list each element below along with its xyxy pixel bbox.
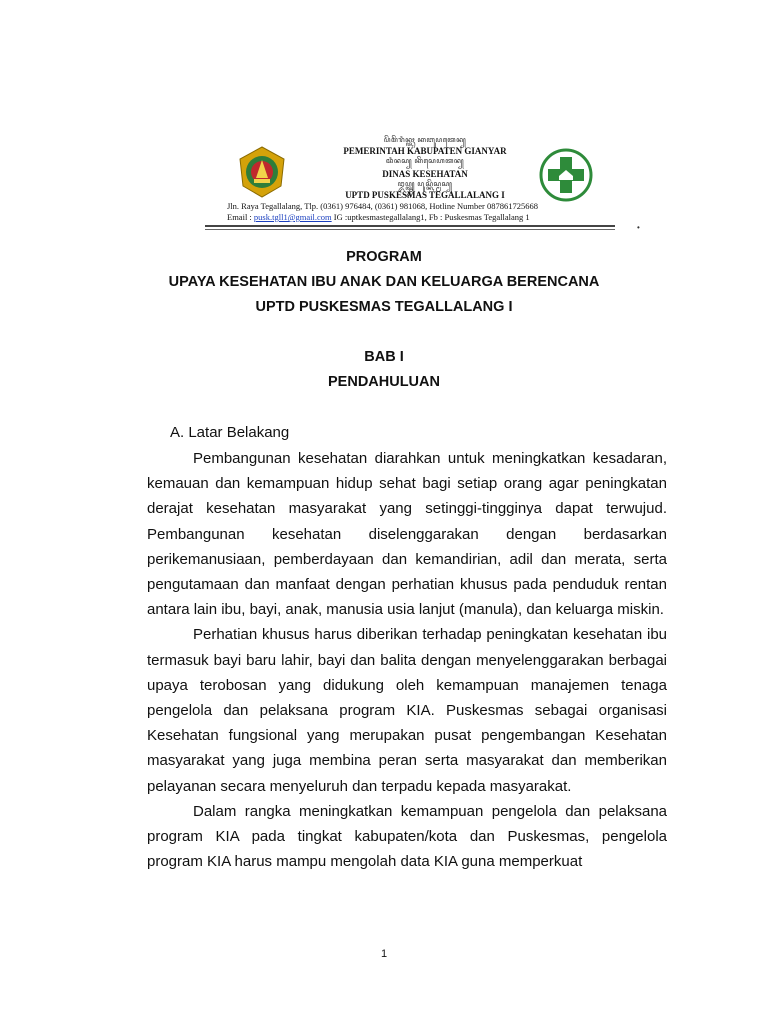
letterhead-email-line bbox=[227, 212, 538, 223]
balinese-script-line: ꦢꦶꦤꦱ꧀ ꦏꦼꦱꦺꦲꦠꦤ꧀ bbox=[385, 157, 465, 165]
balinese-script-line: ꦥꦼꦩꦼꦫꦶꦤ꧀ꦠꦃ ꦏꦧꦸꦥꦠꦺꦤ꧀ bbox=[383, 136, 467, 144]
page-number: 1 bbox=[380, 948, 388, 960]
letterhead-divider-thin bbox=[205, 229, 615, 230]
paragraph: Perhatian khusus harus diberikan terhadap peningkatan kesehatan ibu termasuk bayi baru lahir, bayi dan balita dengan menyelenggarakan berbagai upaya terobosan yang didukung oleh kemampuan manajemen tenaga pengelola dan pelaksana program KIA. Puskesmas sebagai organisasi Kesehatan fungsional yang merupakan pusat pengembangan Kesehatan masyarakat yang juga membina peran serta masyarakat dan memberikan pelayanan secara menyeluruh dan terpadu kepada masyarakat. bbox=[147, 626, 667, 795]
paragraph: Dalam rangka meningkatkan kemampuan pengelola dan pelaksana program KIA pada tingkat kabupaten/kota dan Puskesmas, pengelola program KIA harus mampu mengolah data KIA guna memperkuat bbox=[147, 802, 667, 871]
program-unit: UPTD PUSKESMAS TEGALLALANG I bbox=[255, 299, 513, 315]
email-label: Email : bbox=[227, 212, 254, 222]
letterhead-address: Jln. Raya Tegallalang, Tlp. (0361) 976484, (0361) 981068, Hotline Number 087861725668 bbox=[227, 201, 538, 211]
letterhead-text bbox=[205, 128, 645, 201]
paragraph: Pembangunan kesehatan diarahkan untuk meningkatkan kesadaran, kemauan dan kemampuan hidup sehat bagi setiap orang agar peningkatan derajat kesehatan masyarakat yang setinggi-tingginya dapat terwujud. Pembangunan kesehatan diselenggarakan dengan berdasarkan perikemanusiaan, pemberdayaan dan kemandirian, adil dan merata, serta pengutamaan dan manfaat dengan perhatian khusus pada penduduk rentan antara lain ibu, bayi, anak, manusia usia lanjut (manula), dan keluarga miskin. bbox=[147, 450, 667, 619]
program-subtitle: UPAYA KESEHATAN IBU ANAK DAN KELUARGA BERENCANA bbox=[168, 274, 600, 290]
chapter-number: BAB I bbox=[364, 349, 404, 365]
letterhead-unit: UPTD PUSKESMAS TEGALLALANG I bbox=[345, 190, 505, 200]
balinese-script-line: ꦈꦥ꧀ꦠ꧀ꦢ꧀ ꦥꦸꦱ꧀ꦏꦼꦱ꧀ꦩꦱ꧀ bbox=[397, 180, 453, 188]
letterhead-divider bbox=[205, 225, 615, 227]
letterhead-government: PEMERINTAH KABUPATEN GIANYAR bbox=[343, 146, 507, 156]
letterhead-mark: • bbox=[637, 223, 640, 232]
section-heading: A. Latar Belakang bbox=[170, 424, 290, 441]
chapter-name: PENDAHULUAN bbox=[328, 374, 440, 390]
letterhead-department: DINAS KESEHATAN bbox=[382, 169, 468, 179]
program-title: PROGRAM bbox=[346, 249, 422, 265]
email-link[interactable]: pusk.tgll1@gmail.com bbox=[253, 212, 332, 222]
letterhead bbox=[205, 128, 645, 238]
letterhead-contact bbox=[227, 201, 538, 223]
body-text bbox=[147, 446, 667, 874]
social-media-text: IG :uptkesmastegallalang1, Fb : Puskesmas Tegallalang 1 bbox=[331, 212, 530, 222]
